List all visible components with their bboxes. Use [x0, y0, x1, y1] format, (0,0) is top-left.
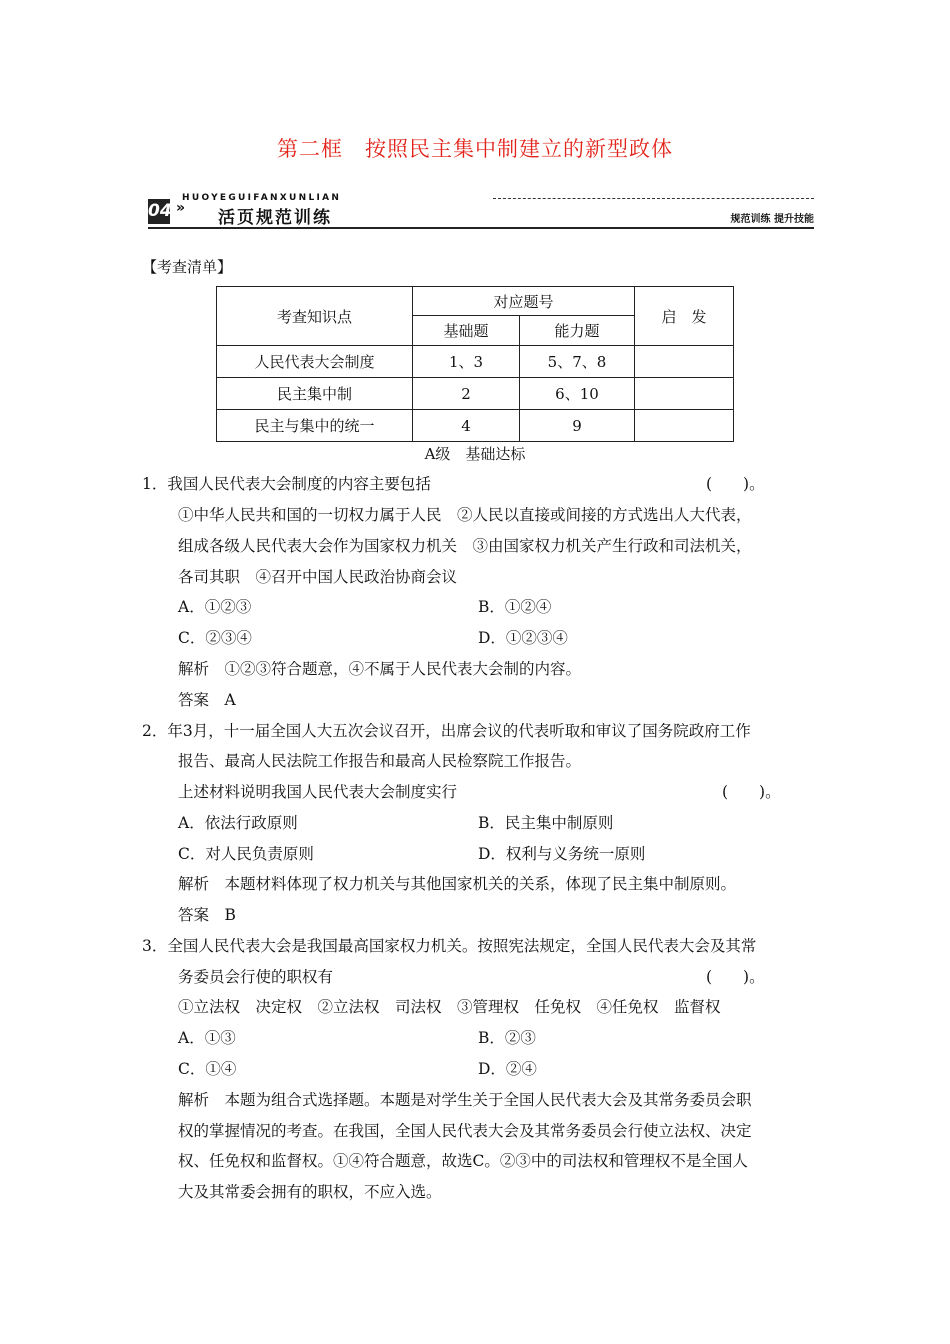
level-title: A级 基础达标 [424, 445, 526, 463]
header-question-no: 对应题号 [413, 287, 635, 316]
answer: 答案 B [178, 906, 236, 924]
question-item: 组成各级人民代表大会作为国家权力机关 ③由国家权力机关产生行政和司法机关， [178, 537, 752, 555]
question-item: ①立法权 决定权 ②立法权 司法权 ③管理权 任免权 ④任免权 监督权 [178, 998, 721, 1016]
analysis: 解析 ①②③符合题意，④不属于人民代表大会制的内容。 [178, 660, 582, 678]
option-c: C．②③④ [178, 629, 252, 647]
analysis: 解析 本题材料体现了权力机关与其他国家机关的关系，体现了民主集中制原则。 [178, 875, 737, 893]
cell-ability: 5、7、8 [520, 346, 635, 378]
header-hint: 启 发 [635, 287, 734, 346]
analysis: 解析 本题为组合式选择题。本题是对学生关于全国人民代表大会及其常务委员会职 [178, 1091, 752, 1109]
cell-point: 人民代表大会制度 [217, 346, 413, 378]
checklist-heading: 【考查清单】 [142, 258, 233, 276]
option-b: B．②③ [478, 1029, 536, 1047]
option-a: A．①③ [178, 1029, 236, 1047]
question-stem: 3．全国人民代表大会是我国最高国家权力机关。按照宪法规定，全国人民代表大会及其常 [142, 937, 757, 955]
header-point: 考查知识点 [217, 287, 413, 346]
cell-ability: 9 [520, 410, 635, 442]
answer-blank: ( )。 [706, 475, 765, 493]
cell-ability: 6、10 [520, 378, 635, 410]
checklist-table [216, 286, 734, 442]
option-c: C．①④ [178, 1060, 237, 1078]
banner-pinyin: HUOYEGUIFANXUNLIAN [182, 193, 342, 203]
cell-point: 民主集中制 [217, 378, 413, 410]
option-d: D．①②③④ [478, 629, 568, 647]
option-c: C．对人民负责原则 [178, 845, 314, 863]
option-b: B．①②④ [478, 598, 552, 616]
answer-blank: ( )。 [722, 783, 781, 801]
table-row [217, 410, 734, 442]
question-stem: 2．年3月，十一届全国人大五次会议召开，出席会议的代表听取和审议了国务院政府工作 [142, 722, 751, 740]
page-title: 第二框 按照民主集中制建立的新型政体 [277, 137, 673, 161]
cell-basic: 4 [413, 410, 520, 442]
header-ability: 能力题 [520, 316, 635, 346]
banner-slogan: 规范训练 提升技能 [730, 214, 814, 225]
option-d: D．②④ [478, 1060, 537, 1078]
banner-number: 04 [148, 199, 170, 224]
cell-hint [635, 346, 734, 378]
table-row [217, 346, 734, 378]
cell-point: 民主与集中的统一 [217, 410, 413, 442]
analysis: 大及其常委会拥有的职权，不应入选。 [178, 1183, 442, 1201]
answer-blank: ( )。 [706, 968, 765, 986]
banner-rule [148, 227, 814, 229]
question-item: 各司其职 ④召开中国人民政治协商会议 [178, 568, 458, 586]
question-stem: 务委员会行使的职权有 [178, 968, 334, 986]
banner-dotted-line [493, 198, 814, 199]
option-a: A．依法行政原则 [178, 814, 298, 832]
table-row [217, 378, 734, 410]
question-stem: 报告、最高人民法院工作报告和最高人民检察院工作报告。 [178, 752, 582, 770]
option-d: D．权利与义务统一原则 [478, 845, 646, 863]
banner-arrow-icon: » [176, 200, 186, 216]
cell-hint [635, 410, 734, 442]
cell-basic: 2 [413, 378, 520, 410]
question-stem: 1．我国人民代表大会制度的内容主要包括 [142, 475, 431, 493]
option-b: B．民主集中制原则 [478, 814, 614, 832]
answer: 答案 A [178, 691, 236, 709]
analysis: 权的掌握情况的考查。在我国，全国人民代表大会及其常务委员会行使立法权、决定 [178, 1122, 752, 1140]
header-basic: 基础题 [413, 316, 520, 346]
analysis: 权、任免权和监督权。①④符合题意，故选C。②③中的司法权和管理权不是全国人 [178, 1152, 748, 1170]
option-a: A．①②③ [178, 598, 252, 616]
section-banner [148, 190, 814, 230]
banner-label: 活页规范训练 [218, 208, 332, 228]
question-stem: 上述材料说明我国人民代表大会制度实行 [178, 783, 458, 801]
cell-hint [635, 378, 734, 410]
cell-basic: 1、3 [413, 346, 520, 378]
question-item: ①中华人民共和国的一切权力属于人民 ②人民以直接或间接的方式选出人大代表， [178, 506, 752, 524]
